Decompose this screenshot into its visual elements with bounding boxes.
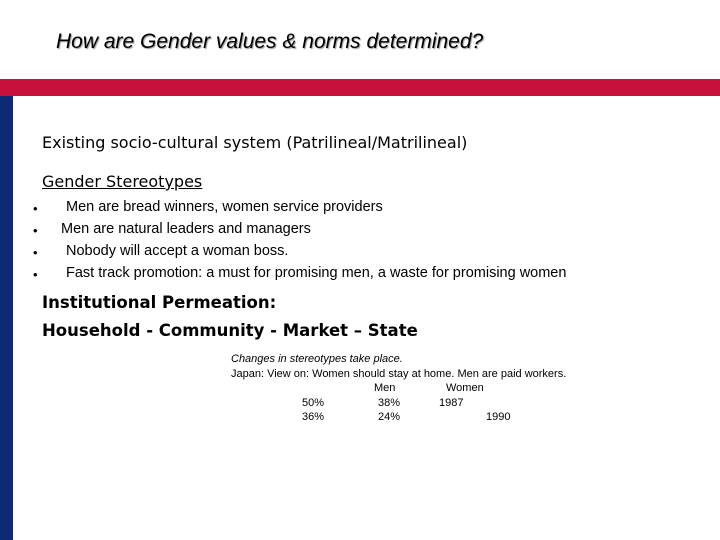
note-line-2: Japan: View on: Women should stay at home. Men are paid workers. [231, 368, 567, 380]
existing-system-heading: Existing socio-cultural system (Patrilineal/Matrilineal) [42, 133, 468, 152]
list-item: Men are natural leaders and managers [61, 221, 311, 237]
bullet-marker: • [33, 201, 38, 216]
row2-men: 36% [302, 411, 325, 423]
col-men: Men [374, 382, 396, 394]
bullet-marker: • [33, 223, 38, 238]
stereotypes-heading: Gender Stereotypes [42, 172, 203, 191]
row2-women: 24% [378, 411, 401, 423]
accent-bar [0, 79, 720, 96]
bullet-marker: • [33, 267, 38, 282]
row1-men: 50% [302, 397, 325, 409]
list-item: Men are bread winners, women service providers [66, 199, 383, 215]
bullet-marker: • [33, 245, 38, 260]
permeation-heading: Institutional Permeation: [42, 293, 277, 312]
note-line-1: Changes in stereotypes take place. [231, 353, 403, 365]
col-women: Women [446, 382, 484, 394]
permeation-line: Household - Community - Market – State [42, 321, 418, 340]
row2-year: 1990 [486, 411, 511, 423]
slide-title: How are Gender values & norms determined? [56, 30, 484, 53]
list-item: Nobody will accept a woman boss. [66, 243, 289, 259]
side-bar [0, 96, 13, 540]
row1-women: 38% [378, 397, 401, 409]
list-item: Fast track promotion: a must for promising men, a waste for promising women [66, 265, 567, 281]
row1-year: 1987 [439, 397, 464, 409]
